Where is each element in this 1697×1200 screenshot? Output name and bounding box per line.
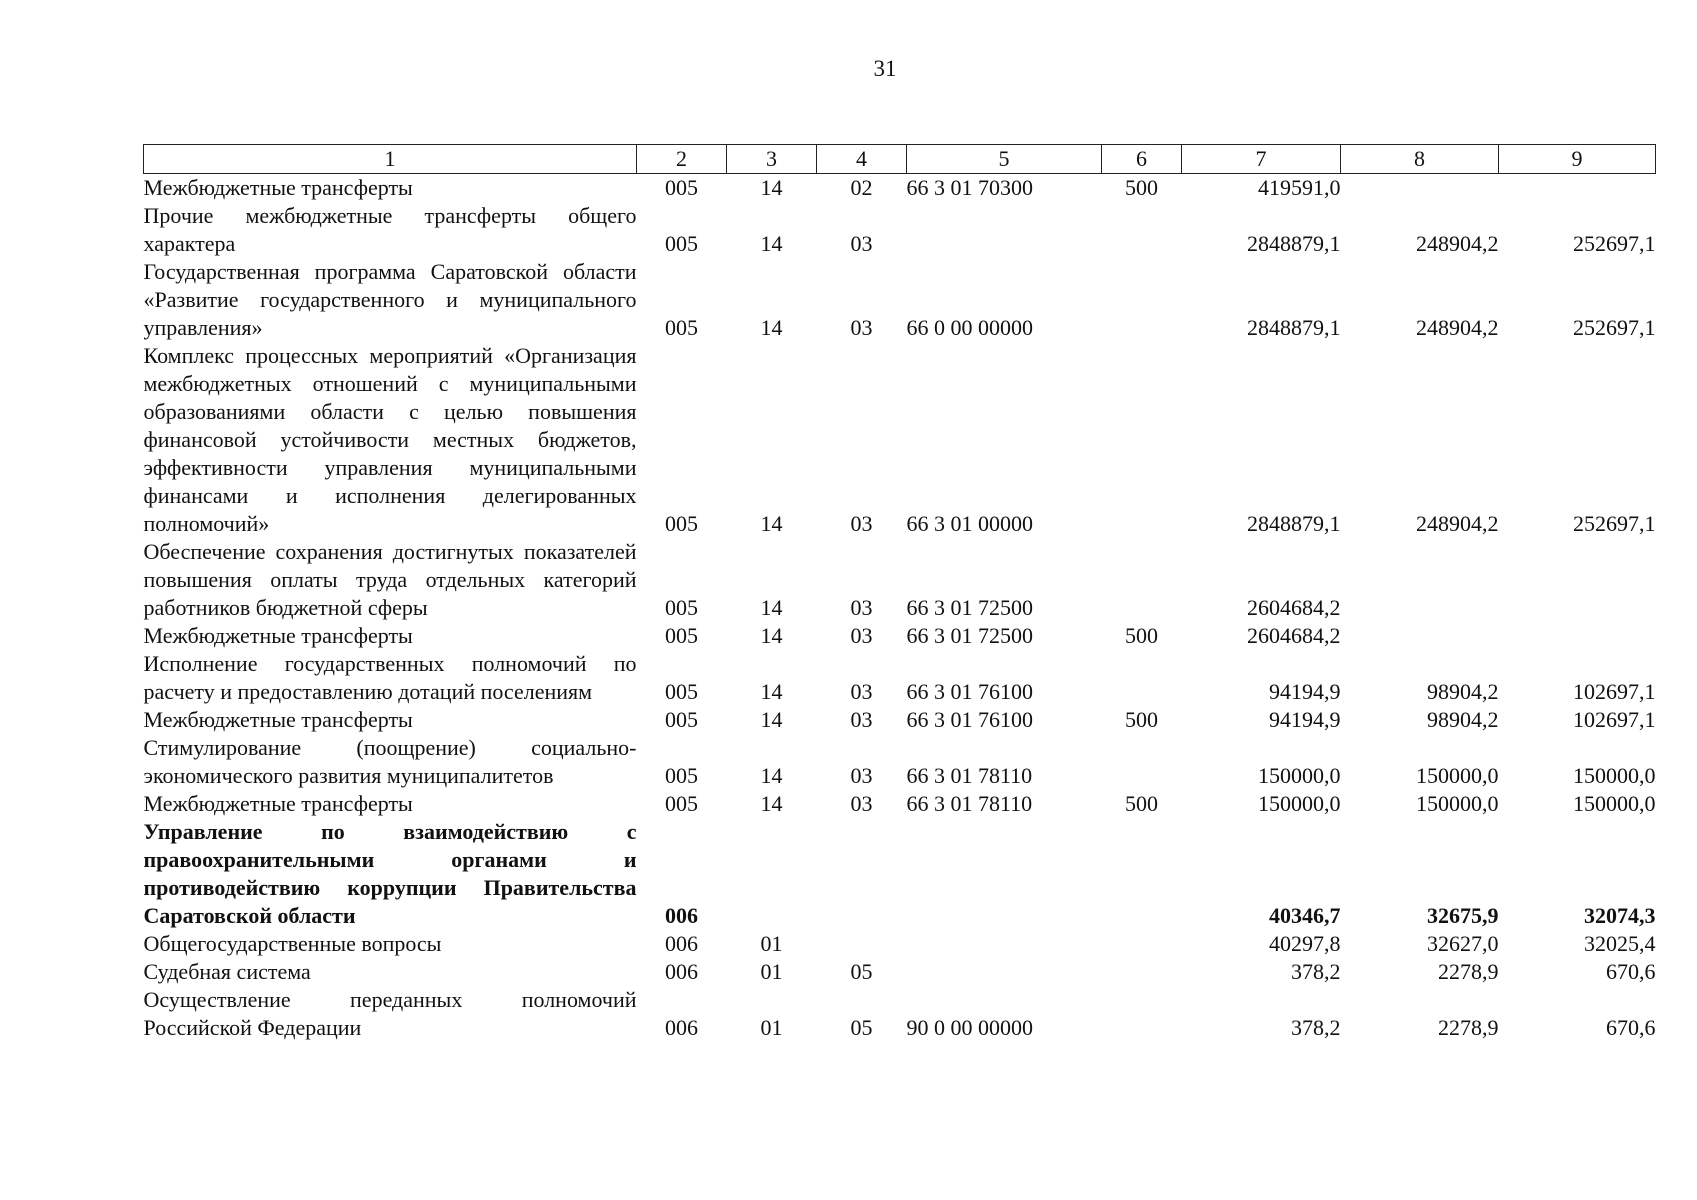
subsection2-code-cell: 03 — [850, 623, 873, 648]
table-row — [144, 258, 1656, 342]
subsection-code-cell: 14 — [760, 623, 783, 648]
target-article-cell — [907, 818, 1102, 930]
amount-year2-cell: 248904,2 — [1416, 315, 1499, 340]
table-row — [144, 818, 1656, 930]
table-row — [144, 706, 1656, 734]
table-row — [144, 986, 1656, 1042]
target-article-cell: 66 3 01 76100 — [906, 707, 1033, 732]
subsection2-code-cell: 03 — [850, 511, 873, 536]
amount-year1-cell: 2604684,2 — [1247, 623, 1341, 648]
subsection-code-cell: 01 — [760, 1015, 783, 1040]
subsection2-code-cell: 03 — [850, 707, 873, 732]
subsection-code-cell — [727, 818, 817, 930]
row-name-cell: Межбюджетные трансферты — [143, 175, 413, 200]
amount-year1-cell: 419591,0 — [1258, 175, 1341, 200]
section-code-cell: 006 — [665, 931, 698, 956]
subsection2-code-cell: 03 — [850, 315, 873, 340]
section-code-cell: 006 — [665, 1015, 698, 1040]
subsection-code-cell: 14 — [760, 763, 783, 788]
amount-year3-cell: 102697,1 — [1573, 707, 1656, 732]
target-article-cell — [907, 202, 1102, 258]
target-article-cell: 66 3 01 72500 — [906, 595, 1033, 620]
amount-year1-cell: 150000,0 — [1258, 763, 1341, 788]
amount-year1-cell: 378,2 — [1291, 1015, 1341, 1040]
row-name-cell: Межбюджетные трансферты — [143, 707, 413, 732]
amount-year2-cell: 150000,0 — [1416, 763, 1499, 788]
section-code-cell: 005 — [665, 315, 698, 340]
table-row — [144, 734, 1656, 790]
target-article-cell: 66 3 01 78110 — [906, 763, 1033, 788]
table-row — [144, 958, 1656, 986]
row-name-cell: Судебная система — [143, 959, 311, 984]
section-code-cell: 005 — [665, 707, 698, 732]
amount-year2-cell: 150000,0 — [1416, 791, 1499, 816]
page-number: 31 — [873, 56, 897, 81]
amount-year1-cell: 150000,0 — [1258, 791, 1341, 816]
section-code-cell: 005 — [665, 595, 698, 620]
row-name-cell: Общегосударственные вопросы — [143, 931, 442, 956]
expense-type-cell — [1102, 986, 1182, 1042]
amount-year2-cell — [1341, 538, 1499, 622]
amount-year1-cell: 2848879,1 — [1247, 231, 1341, 256]
table-row — [144, 650, 1656, 706]
table-row — [144, 174, 1656, 203]
section-code-cell: 006 — [665, 959, 698, 984]
row-name-cell: Исполнение государственных полномочий по расчету и предоставлению дотаций поселениям — [143, 651, 637, 704]
subsection2-code-cell: 05 — [850, 1015, 873, 1040]
target-article-cell: 66 3 01 78110 — [906, 791, 1033, 816]
amount-year3-cell: 32074,3 — [1584, 903, 1656, 928]
amount-year3-cell: 670,6 — [1606, 959, 1656, 984]
expense-type-cell — [1102, 650, 1182, 706]
expense-type-cell: 500 — [1125, 791, 1158, 816]
amount-year2-cell: 2278,9 — [1438, 1015, 1499, 1040]
amount-year3-cell — [1499, 538, 1656, 622]
target-article-cell: 66 0 00 00000 — [906, 315, 1033, 340]
target-article-cell — [907, 930, 1102, 958]
expense-type-cell — [1102, 342, 1182, 538]
subsection2-code-cell: 03 — [850, 231, 873, 256]
row-name-cell: Межбюджетные трансферты — [143, 791, 413, 816]
target-article-cell: 66 3 01 00000 — [906, 511, 1033, 536]
row-name-cell: Осуществление переданных полномочий Российской Федерации — [143, 987, 637, 1040]
expense-type-cell: 500 — [1125, 623, 1158, 648]
amount-year1-cell: 94194,9 — [1269, 707, 1341, 732]
expense-type-cell — [1102, 258, 1182, 342]
section-code-cell: 006 — [665, 903, 698, 928]
amount-year1-cell: 2848879,1 — [1247, 315, 1341, 340]
section-code-cell: 005 — [665, 679, 698, 704]
amount-year1-cell: 94194,9 — [1269, 679, 1341, 704]
column-header: 8 — [1341, 145, 1499, 174]
amount-year2-cell: 2278,9 — [1438, 959, 1499, 984]
subsection-code-cell: 14 — [760, 595, 783, 620]
row-name-cell: Прочие межбюджетные трансферты общего характера — [143, 203, 637, 256]
section-code-cell: 005 — [665, 511, 698, 536]
amount-year3-cell: 252697,1 — [1573, 511, 1656, 536]
row-name-cell: Государственная программа Саратовской области «Развитие государственного и муниципального управления» — [143, 259, 637, 340]
amount-year1-cell: 2604684,2 — [1247, 595, 1341, 620]
target-article-cell: 90 0 00 00000 — [906, 1015, 1033, 1040]
table-row — [144, 790, 1656, 818]
section-code-cell: 005 — [665, 763, 698, 788]
table-row — [144, 538, 1656, 622]
subsection2-code-cell — [817, 818, 907, 930]
row-name-cell: Управление по взаимодействию с правоохранительными органами и противодействию коррупции Правительства Саратовской области — [143, 819, 637, 928]
subsection2-code-cell — [817, 930, 907, 958]
table-row — [144, 930, 1656, 958]
column-header: 1 — [144, 145, 637, 174]
amount-year3-cell — [1499, 622, 1656, 650]
subsection2-code-cell: 03 — [850, 679, 873, 704]
amount-year3-cell — [1499, 174, 1656, 203]
subsection2-code-cell: 03 — [850, 791, 873, 816]
subsection-code-cell: 14 — [760, 315, 783, 340]
expense-type-cell — [1102, 538, 1182, 622]
section-code-cell: 005 — [665, 175, 698, 200]
target-article-cell: 66 3 01 72500 — [906, 623, 1033, 648]
column-header: 3 — [727, 145, 817, 174]
amount-year1-cell: 40346,7 — [1269, 903, 1341, 928]
column-header: 4 — [817, 145, 907, 174]
amount-year3-cell: 150000,0 — [1573, 791, 1656, 816]
amount-year2-cell: 248904,2 — [1416, 231, 1499, 256]
section-code-cell: 005 — [665, 231, 698, 256]
budget-table — [143, 144, 1656, 1042]
section-code-cell: 005 — [665, 791, 698, 816]
subsection-code-cell: 14 — [760, 511, 783, 536]
amount-year3-cell: 670,6 — [1606, 1015, 1656, 1040]
amount-year1-cell: 40297,8 — [1269, 931, 1341, 956]
amount-year1-cell: 2848879,1 — [1247, 511, 1341, 536]
amount-year3-cell: 252697,1 — [1573, 231, 1656, 256]
amount-year3-cell: 102697,1 — [1573, 679, 1656, 704]
subsection-code-cell: 14 — [760, 679, 783, 704]
subsection2-code-cell: 02 — [850, 175, 873, 200]
column-header: 9 — [1499, 145, 1656, 174]
section-code-cell: 005 — [665, 623, 698, 648]
subsection2-code-cell: 05 — [850, 959, 873, 984]
table-row — [144, 342, 1656, 538]
row-name-cell: Стимулирование (поощрение) социально-экономического развития муниципалитетов — [143, 735, 637, 788]
table-body — [144, 174, 1656, 1043]
amount-year2-cell: 98904,2 — [1427, 707, 1499, 732]
amount-year2-cell — [1341, 174, 1499, 203]
column-header: 6 — [1102, 145, 1182, 174]
table-header-row — [144, 145, 1656, 174]
row-name-cell: Обеспечение сохранения достигнутых показателей повышения оплаты труда отдельных категорий работников бюджетной сферы — [143, 539, 637, 620]
amount-year3-cell: 150000,0 — [1573, 763, 1656, 788]
subsection2-code-cell: 03 — [850, 763, 873, 788]
column-header: 2 — [637, 145, 727, 174]
subsection2-code-cell: 03 — [850, 595, 873, 620]
subsection-code-cell: 14 — [760, 175, 783, 200]
subsection-code-cell: 14 — [760, 791, 783, 816]
amount-year2-cell — [1341, 622, 1499, 650]
expense-type-cell — [1102, 958, 1182, 986]
subsection-code-cell: 14 — [760, 707, 783, 732]
expense-type-cell — [1102, 734, 1182, 790]
subsection-code-cell: 14 — [760, 231, 783, 256]
target-article-cell: 66 3 01 76100 — [906, 679, 1033, 704]
table-row — [144, 622, 1656, 650]
column-header: 7 — [1182, 145, 1341, 174]
target-article-cell — [907, 958, 1102, 986]
column-header: 5 — [907, 145, 1102, 174]
subsection-code-cell: 01 — [760, 931, 783, 956]
amount-year1-cell: 378,2 — [1291, 959, 1341, 984]
table-row — [144, 202, 1656, 258]
expense-type-cell — [1102, 930, 1182, 958]
target-article-cell: 66 3 01 70300 — [906, 175, 1033, 200]
amount-year2-cell: 32627,0 — [1427, 931, 1499, 956]
expense-type-cell — [1102, 818, 1182, 930]
amount-year2-cell: 248904,2 — [1416, 511, 1499, 536]
row-name-cell: Межбюджетные трансферты — [143, 623, 413, 648]
row-name-cell: Комплекс процессных мероприятий «Организация межбюджетных отношений с муниципальными образованиями области с целью повышения финансовой устойчивости местных бюджетов, эффективности управления муниципальными финансами и исполнения делегированных полномочий» — [143, 343, 637, 536]
subsection-code-cell: 01 — [760, 959, 783, 984]
amount-year2-cell: 32675,9 — [1427, 903, 1499, 928]
amount-year3-cell: 252697,1 — [1573, 315, 1656, 340]
expense-type-cell: 500 — [1125, 175, 1158, 200]
amount-year3-cell: 32025,4 — [1584, 931, 1656, 956]
expense-type-cell — [1102, 202, 1182, 258]
expense-type-cell: 500 — [1125, 707, 1158, 732]
amount-year2-cell: 98904,2 — [1427, 679, 1499, 704]
